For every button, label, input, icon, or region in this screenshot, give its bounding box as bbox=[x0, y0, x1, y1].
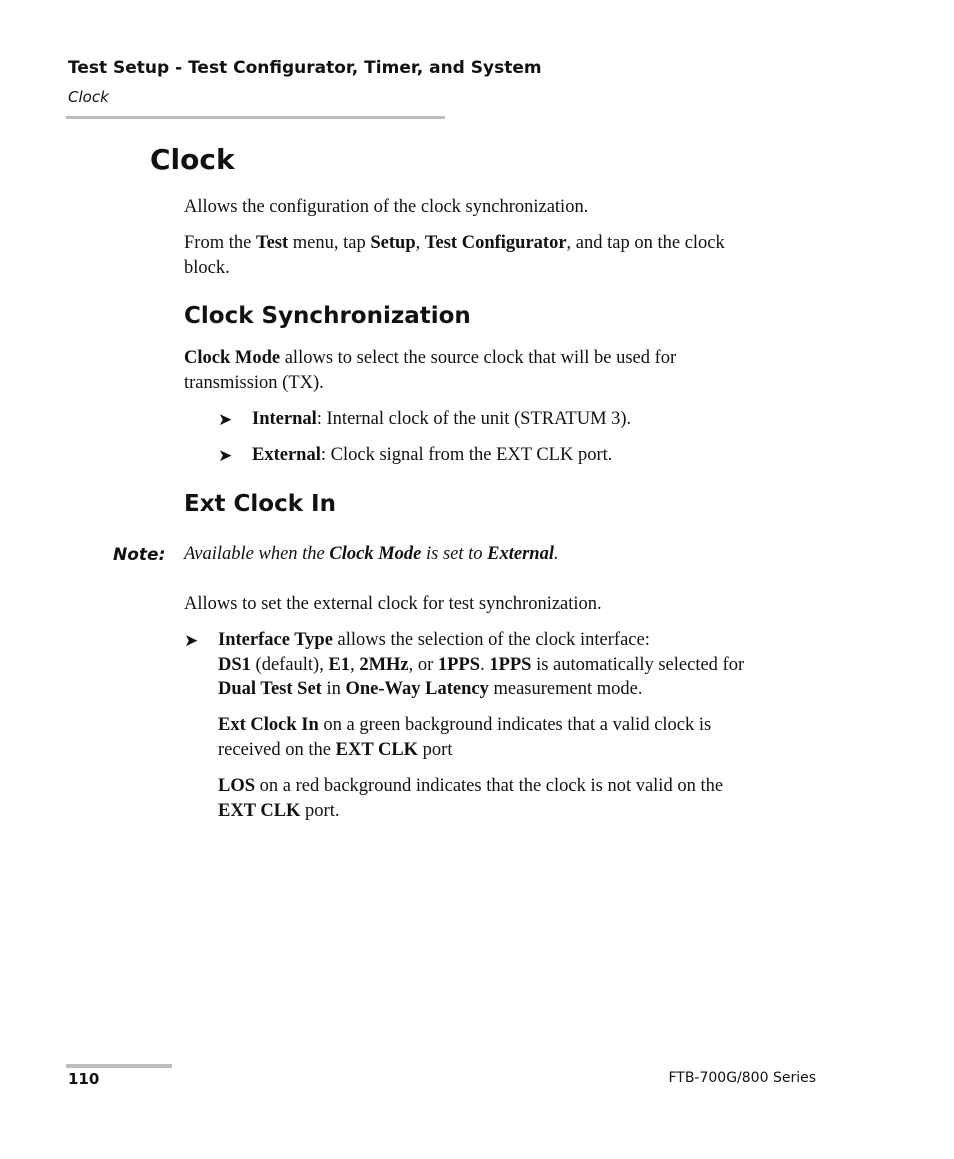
running-header-subtitle: Clock bbox=[68, 88, 109, 106]
page-number: 110 bbox=[68, 1070, 100, 1088]
section-title: Clock bbox=[150, 143, 235, 176]
ext-clock-intro: Allows to set the external clock for test synchronization. bbox=[184, 594, 602, 614]
bullet-arrow-icon: ➤ bbox=[184, 631, 199, 650]
bullet-arrow-icon: ➤ bbox=[218, 410, 233, 429]
section-nav-paragraph: From the Test menu, tap Setup, Test Configurator, and tap on the clock block. bbox=[184, 233, 725, 278]
interface-type-bullet: Interface Type allows the selection of the clock interface: DS1 (default), E1, 2MHz, or 1PPS. 1PPS is automatically selected for Dual Test Set in One-Way Latency measurement mode. bbox=[218, 630, 745, 699]
clock-sync-heading: Clock Synchronization bbox=[184, 303, 471, 329]
bullet-internal: Internal: Internal clock of the unit (STRATUM 3). bbox=[252, 409, 632, 429]
ext-clock-in-paragraph: Ext Clock In on a green background indicates that a valid clock is received on the EXT CLK port bbox=[218, 715, 712, 760]
header-rule bbox=[66, 116, 445, 119]
bullet-arrow-icon: ➤ bbox=[218, 446, 233, 465]
footer-rule bbox=[66, 1064, 172, 1068]
ext-clock-heading: Ext Clock In bbox=[184, 491, 336, 517]
los-paragraph: LOS on a red background indicates that the clock is not valid on the EXT CLK port. bbox=[218, 776, 724, 821]
note-text: Available when the Clock Mode is set to External. bbox=[184, 544, 559, 564]
clock-mode-paragraph: Clock Mode allows to select the source clock that will be used for transmission (TX). bbox=[184, 348, 677, 393]
product-series: FTB-700G/800 Series bbox=[668, 1070, 816, 1086]
section-intro: Allows the configuration of the clock synchronization. bbox=[184, 197, 589, 217]
bullet-external: External: Clock signal from the EXT CLK port. bbox=[252, 445, 613, 465]
running-header-title: Test Setup - Test Configurator, Timer, and System bbox=[68, 58, 542, 78]
note-label: Note: bbox=[113, 545, 166, 565]
